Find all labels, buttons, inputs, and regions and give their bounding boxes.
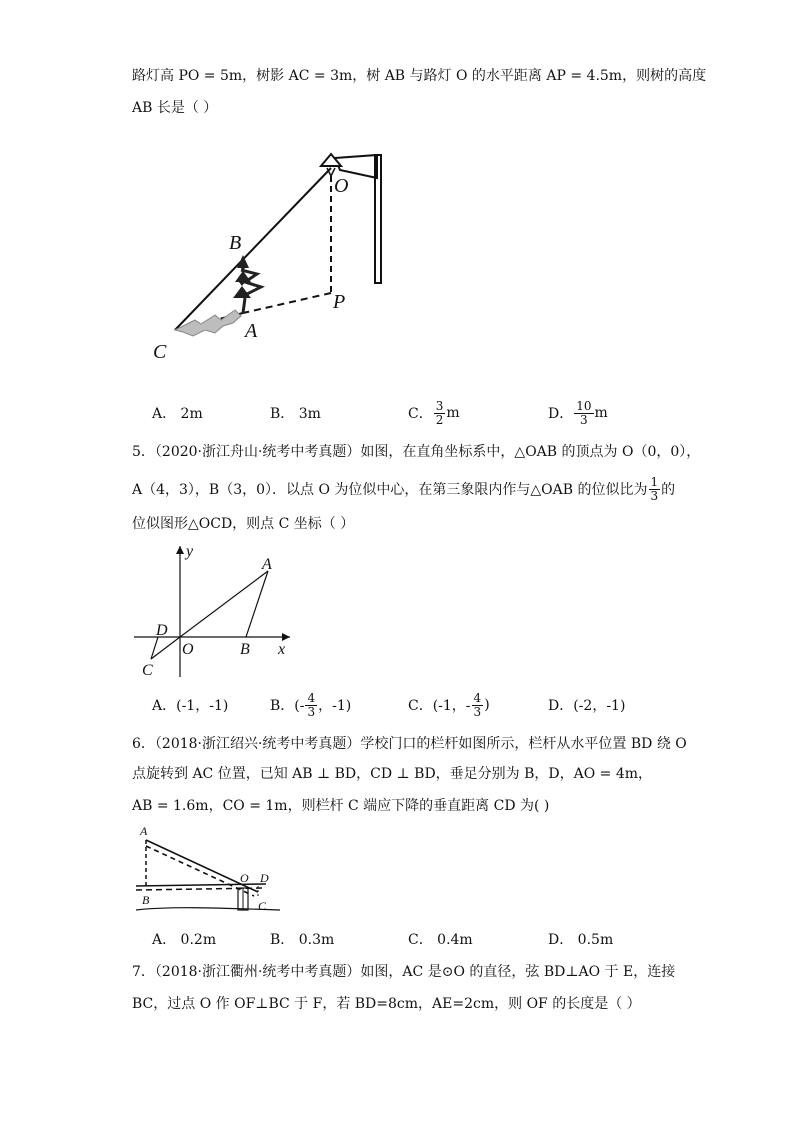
q4-options [152, 396, 712, 430]
q5-option-b-fraction: $\frac{4}{3}$ [307, 690, 316, 719]
q6-options [152, 922, 712, 956]
q5-option-d[interactable]: D．(-2，-1) [548, 698, 626, 714]
q5-options [152, 688, 712, 722]
q4-option-c-fraction: $\frac{3}{2}$ [435, 398, 444, 427]
q6-text-line-2: 点旋转到 AC 位置，已知 AB ⊥ BD，CD ⊥ BD，垂足分别为 B，D，AO = 4m， [132, 766, 653, 782]
q5-text-line-1: 5．（2020·浙江舟山·统考中考真题）如图，在直角坐标系中，△OAB 的顶点为 O（0，0）， [132, 444, 701, 460]
q5-text-line-3: 位似图形△OCD，则点 C 坐标（ ） [132, 516, 355, 532]
q4-option-d-fraction: $\frac{10}{3}$ [576, 398, 592, 427]
q5-label-y: y [186, 543, 194, 560]
q4-option-c[interactable]: C． $\frac{3}{2}$ m [408, 398, 460, 427]
q5-text-line-2: A（4，3），B（3，0）．以点 O 为位似中心，在第三象限内作与△OAB 的位似比为 $\frac{1}{3}$ 的 [132, 475, 676, 503]
tree-icon [233, 255, 251, 298]
q6-text-line-1: 6．（2018·浙江绍兴·统考中考真题）学校门口的栏杆如图所示，栏杆从水平位置 BD 绕 O [132, 736, 687, 752]
q5-option-a[interactable]: A．(-1，-1) [152, 698, 229, 714]
q4-label-C: C [153, 341, 167, 363]
q6-text-line-3: AB = 1.6m，CO = 1m，则栏杆 C 端应下降的垂直距离 CD 为( ) [132, 798, 550, 814]
q6-label-D: D [260, 871, 269, 885]
q6-option-d[interactable]: D． 0.5m [548, 932, 614, 948]
q6-barrier-figure [130, 822, 290, 922]
q4-option-d[interactable]: D． $\frac{10}{3}$ m [548, 398, 608, 427]
q5-label-O: O [182, 641, 194, 658]
q5-label-D: D [156, 622, 168, 639]
q6-option-b[interactable]: B． 0.3m [270, 932, 335, 948]
q5-coordinate-figure [130, 542, 300, 682]
q5-label-B: B [240, 641, 250, 658]
q6-label-C: C [258, 899, 267, 913]
q5-ratio-fraction: $\frac{1}{3}$ [650, 475, 659, 503]
q4-option-b[interactable]: B． 3m [270, 406, 321, 422]
q6-label-O: O [240, 871, 249, 885]
q6-option-a[interactable]: A． 0.2m [152, 932, 217, 948]
q6-label-B: B [142, 893, 150, 907]
q6-option-c[interactable]: C． 0.4m [408, 932, 473, 948]
q5-option-b[interactable]: B．(- $\frac{4}{3}$ ，-1) [270, 690, 352, 719]
q4-label-O: O [334, 175, 349, 197]
q4-lamp-tree-figure [145, 140, 405, 370]
q5-label-A: A [262, 556, 272, 573]
q5-option-c[interactable]: C．(-1，- $\frac{4}{3}$ ) [408, 690, 490, 719]
q4-text-line-1: 路灯高 PO = 5m，树影 AC = 3m，树 AB 与路灯 O 的水平距离 AP = 4.5m，则树的高度 [132, 68, 707, 84]
q6-label-A: A [140, 824, 148, 838]
q7-text-line-1: 7．（2018·浙江衢州·统考中考真题）如图，AC 是⊙O 的直径，弦 BD⊥AO 于 E，连接 [132, 964, 676, 980]
q4-option-a[interactable]: A． 2m [152, 406, 203, 422]
q4-label-A: A [245, 320, 258, 342]
q7-text-line-2: BC，过点 O 作 OF⊥BC 于 F，若 BD=8cm，AE=2cm，则 OF 的长度是（ ） [132, 996, 641, 1012]
q4-label-P: P [333, 291, 346, 313]
q5-label-C: C [142, 662, 153, 679]
q4-label-B: B [229, 232, 242, 254]
q4-text-line-2: AB 长是（ ） [132, 100, 218, 116]
q5-label-x: x [278, 641, 286, 658]
q5-option-c-fraction: $\frac{4}{3}$ [473, 690, 482, 719]
